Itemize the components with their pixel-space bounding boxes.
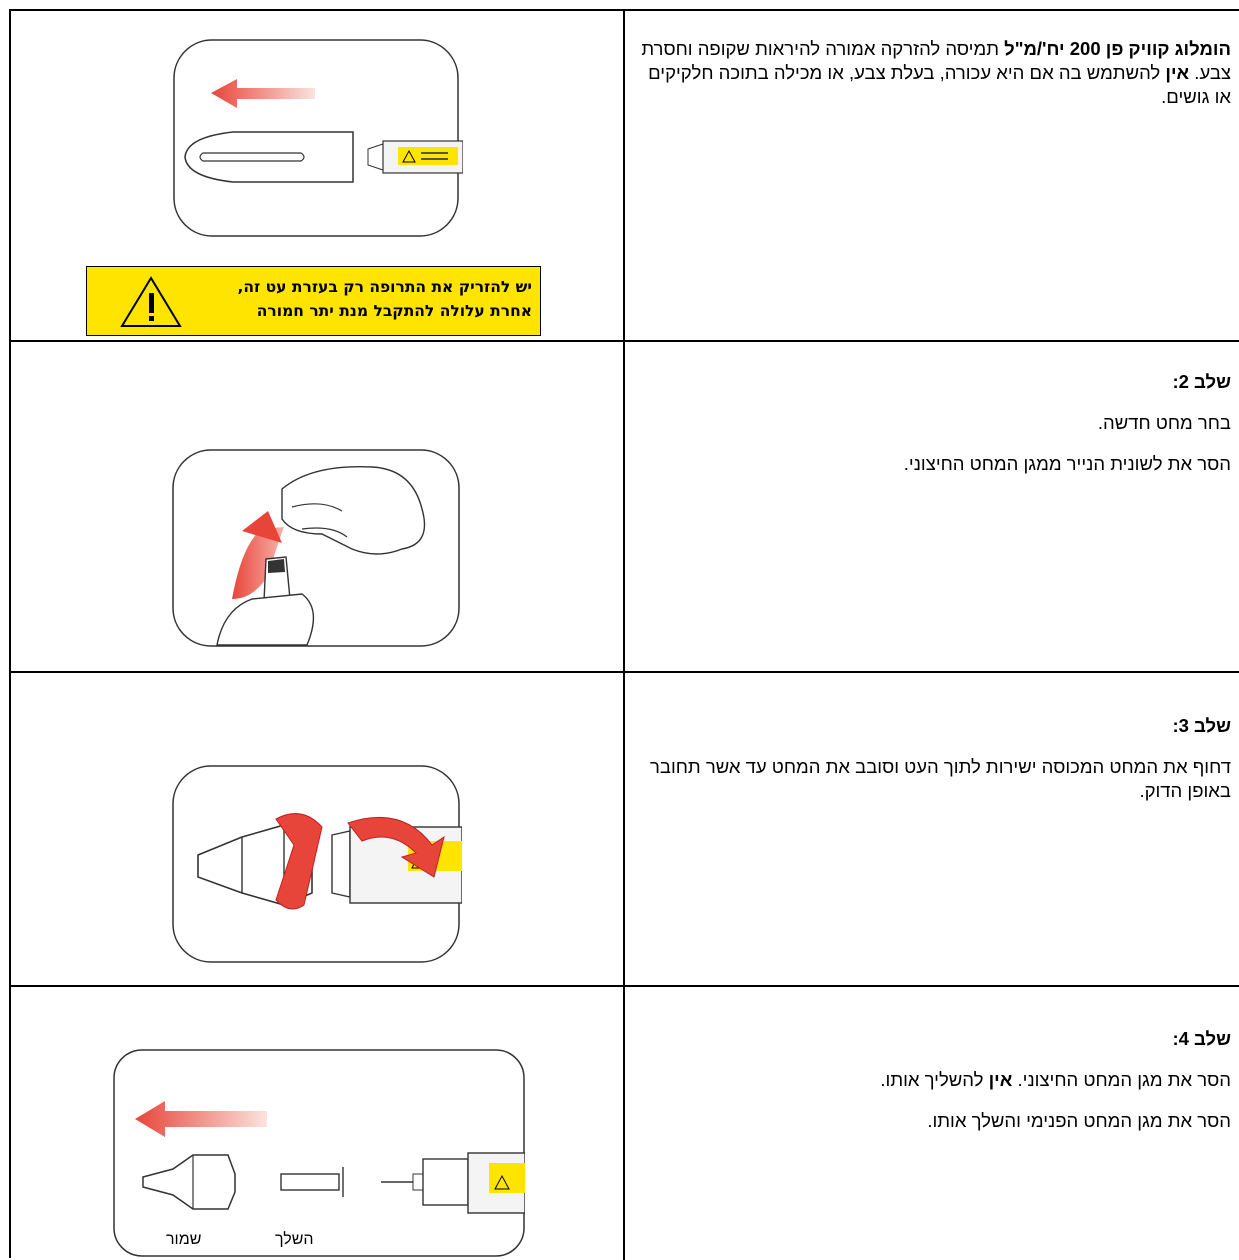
step-1-row [11, 11, 1239, 342]
attach-needle-illustration [172, 765, 462, 965]
pen-cap-illustration [173, 39, 463, 239]
step-3-text [637, 714, 1231, 820]
remove-paper-tab-illustration [172, 449, 462, 649]
step-4-line-2: הסר את מגן המחט הפנימי והשלך אותו. [927, 1110, 1231, 1131]
warning-line-1: יש להזריק את התרופה רק בעזרת עט זה, [237, 278, 532, 296]
step-4-text [637, 1027, 1231, 1150]
warning-banner [86, 266, 541, 336]
inner-cap-icon [281, 1174, 339, 1190]
discard-label: השלך [275, 1231, 314, 1248]
remove-caps-illustration [113, 1049, 525, 1259]
step-1-text: הומלוג קוויק פן 200 יח'/מ"ל תמיסה להזרקה אמורה להיראות שקופה וחסרת צבע. אין להשתמש בה אם היא עכורה, בעלת צבע, או מכילה בתוכה חלקיקים או גושים. [641, 38, 1231, 107]
warning-line-2: אחרת עלולה להתקבל מנת יתר חמורה [256, 302, 532, 320]
instructions-table [9, 9, 1239, 1258]
product-name: הומלוג קוויק פן 200 יח'/מ"ל [1004, 38, 1231, 59]
step-4-title: שלב 4: [1172, 1028, 1231, 1049]
step-2-row [11, 342, 1239, 673]
step-3-row [11, 673, 1239, 987]
step-3-title: שלב 3: [1172, 715, 1231, 736]
step-2-line-2: הסר את לשונית הנייר ממגן המחט החיצוני. [903, 453, 1231, 474]
step-4-line-1: הסר את מגן המחט החיצוני. אין להשליך אותו. [880, 1069, 1231, 1090]
warning-triangle-icon [119, 275, 183, 329]
step-4-row [11, 987, 1239, 1260]
step-3-line-1: דחוף את המחט המכוסה ישירות לתוך העט וסובב את המחט עד אשר תחובר באופן הדוק. [650, 756, 1231, 801]
keep-label: שמור [166, 1231, 202, 1248]
step-2-title: שלב 2: [1172, 371, 1231, 392]
pen-cap-icon [185, 132, 353, 182]
step-2-line-1: בחר מחט חדשה. [1097, 412, 1231, 433]
step-2-text [637, 370, 1231, 493]
